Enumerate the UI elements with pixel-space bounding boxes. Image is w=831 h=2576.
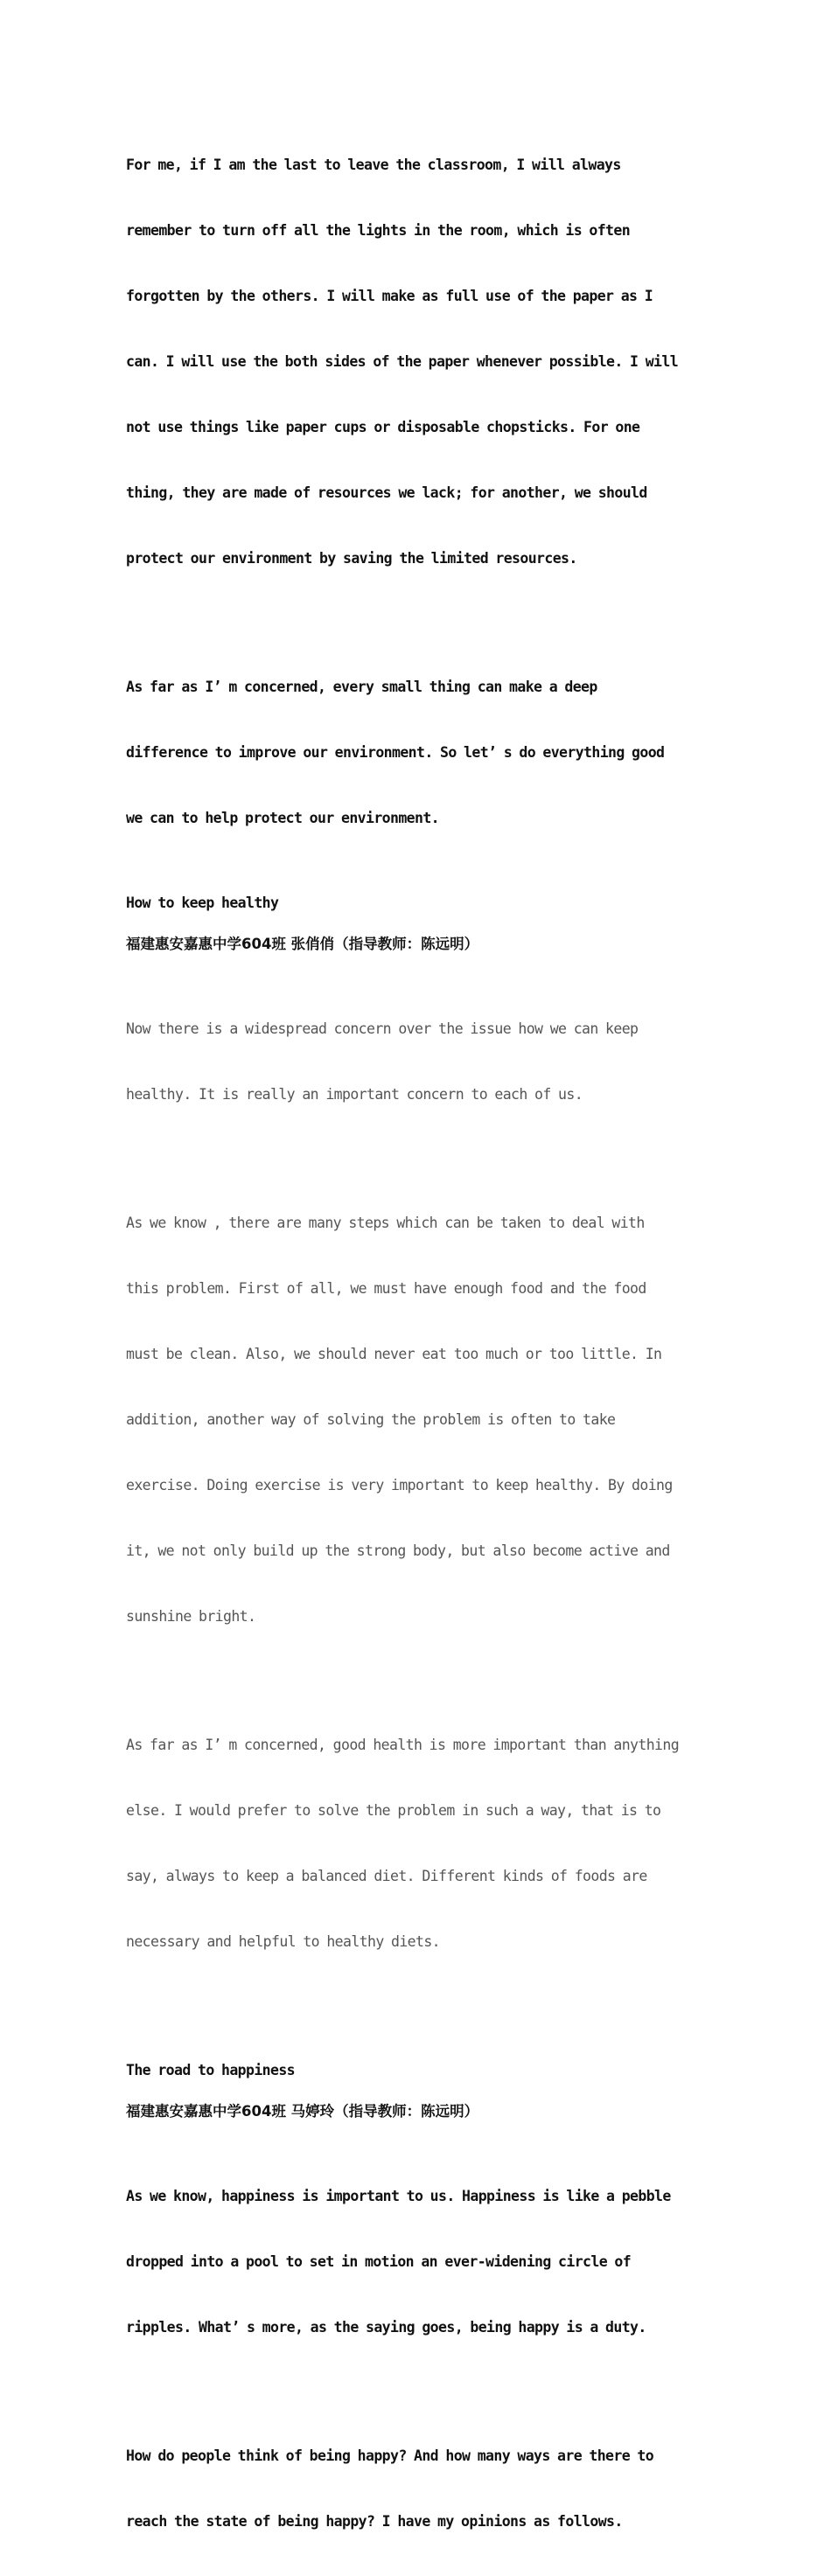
text-line: can. I will use the both sides of the paper whenever possible. I will (126, 353, 679, 370)
text-line: sunshine bright. (126, 1608, 256, 1625)
text-line: healthy. It is really an important concern to each of us. (126, 1086, 583, 1103)
happiness-paragraph-1 (126, 2141, 721, 2382)
text-line: necessary and helpful to healthy diets. (126, 1933, 441, 1950)
text-line: reach the state of being happy? I have my opinions as follows. (126, 2513, 623, 2530)
text-line: exercise. Doing exercise is very important to keep healthy. By doing (126, 1477, 673, 1493)
text-line: As far as I’ m concerned, every small thing can make a deep (126, 679, 597, 695)
health-paragraph-2 (126, 1168, 721, 1671)
text-line: As we know, happiness is important to us. Happiness is like a pebble (126, 2188, 671, 2204)
text-line: we can to help protect our environment. (126, 810, 440, 826)
happiness-paragraph-2 (126, 2401, 721, 2576)
essay-title-health: How to keep healthy (126, 895, 279, 911)
essay-byline-health: 福建惠安嘉惠中学604班 张俏俏（指导教师：陈远明） (126, 936, 479, 952)
text-line: As far as I’ m concerned, good health is more important than anything (126, 1737, 680, 1753)
health-paragraph-3 (126, 1690, 721, 1996)
essay-byline-happiness: 福建惠安嘉惠中学604班 马婷玲（指导教师：陈远明） (126, 2103, 479, 2120)
text-line: not use things like paper cups or disposable chopsticks. For one (126, 419, 640, 435)
document-page (126, 110, 721, 2576)
text-line: How do people think of being happy? And how many ways are there to (126, 2447, 654, 2464)
text-line: else. I would prefer to solve the problem in such a way, that is to (126, 1802, 661, 1819)
text-line: ripples. What’ s more, as the saying goes, being happy is a duty. (126, 2319, 646, 2336)
text-line: addition, another way of solving the problem is often to take (126, 1411, 616, 1428)
text-line: As we know , there are many steps which can be taken to deal with (126, 1215, 645, 1231)
text-line: dropped into a pool to set in motion an ever-widening circle of (126, 2253, 632, 2270)
text-line: remember to turn off all the lights in the room, which is often (126, 222, 631, 239)
health-paragraph-1 (126, 974, 721, 1149)
text-line: must be clean. Also, we should never eat too much or too little. In (126, 1346, 662, 1362)
text-line: difference to improve our environment. So let’ s do everything good (126, 744, 665, 761)
env-paragraph-2 (126, 632, 721, 873)
text-line: For me, if I am the last to leave the classroom, I will always (126, 157, 621, 173)
text-line: protect our environment by saving the limited resources. (126, 550, 577, 567)
env-paragraph-1 (126, 110, 721, 613)
text-line: say, always to keep a balanced diet. Different kinds of foods are (126, 1868, 647, 1884)
essay-title-happiness: The road to happiness (126, 2062, 296, 2078)
text-line: forgotten by the others. I will make as full use of the paper as I (126, 288, 653, 304)
text-line: thing, they are made of resources we lack; for another, we should (126, 484, 647, 501)
text-line: it, we not only build up the strong body, but also become active and (126, 1542, 670, 1559)
text-line: Now there is a widespread concern over the issue how we can keep (126, 1020, 639, 1037)
text-line: this problem. First of all, we must have enough food and the food (126, 1280, 646, 1297)
